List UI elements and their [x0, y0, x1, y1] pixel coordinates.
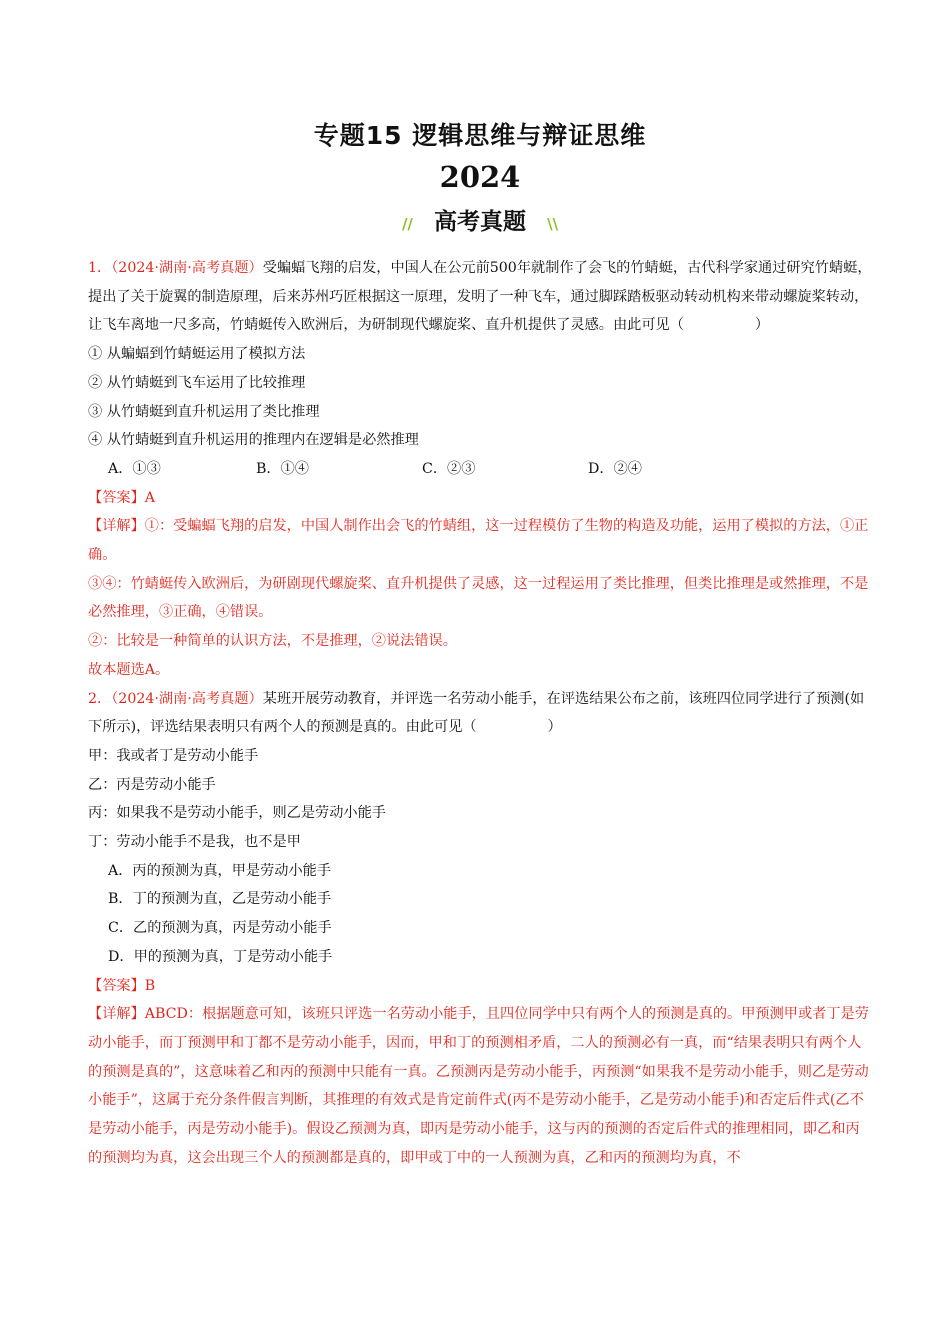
document-body: [88, 254, 872, 1173]
option-b: B．丁的预测为直，乙是劳动小能手: [108, 891, 332, 908]
question-1-item: ① 从蝙蝠到竹蜻蜓运用了模拟方法: [88, 346, 306, 363]
option-d: D．②④: [588, 460, 642, 477]
option-a: A．①③: [108, 460, 161, 477]
page-title: 专题15 逻辑思维与辩证思维: [313, 121, 647, 150]
question-1-conclusion: 故本题选A。: [88, 661, 170, 678]
question-1-analysis: ③④：竹蜻蜓传入欧洲后，为研剧现代螺旋桨、直升机提供了灵感，这一过程运用了类比推理，但类比推理是或然推理，不是必然推理，③正确，④错误。: [88, 575, 869, 621]
question-1-options: [88, 455, 872, 484]
section-badge: [420, 203, 540, 236]
question-2-item: 乙：丙是劳动小能手: [88, 776, 216, 793]
option-b: B．①④: [256, 460, 309, 477]
year-heading: 2024: [434, 160, 527, 194]
question-1-item: ③ 从竹蜻蜓到直升机运用了类比推理: [88, 403, 320, 420]
slash-decoration-left: //: [401, 215, 413, 233]
option-c: C．乙的预测为真，丙是劳动小能手: [108, 920, 332, 937]
question-1-stem: 1．（2024·湖南·高考真题）受蝙蝠飞翔的启发，中国人在公元前500年就制作了会飞的竹蜻蜓，古代科学家通过研究竹蜻蜓，提出了关于旋翼的制造原理，后来苏州巧匠根据这一原理，发明了一种飞车，通过脚踩踏板驱动转动机构来带动螺旋桨转动，让飞车离地一尺多高，竹蜻蜓传入欧洲后，为研制现代螺旋桨、直升机提供了灵感。由此可见（ ）: [88, 260, 872, 334]
question-2-answer: 【答案】B: [88, 977, 156, 994]
question-1-item: ② 从竹蜻蜓到飞车运用了比较推理: [88, 374, 306, 391]
question-2-item: 丙：如果我不是劳动小能手，则乙是劳动小能手: [88, 805, 386, 822]
question-2-item: 丁：劳动小能手不是我，也不是甲: [88, 834, 301, 851]
option-d: D．甲的预测为真，丁是劳动小能手: [108, 948, 333, 965]
option-c: C．②③: [422, 460, 476, 477]
option-a: A．丙的预测为真，甲是劳动小能手: [108, 862, 332, 879]
slash-decoration-right: \\: [547, 215, 559, 233]
question-2-stem: 2．（2024·湖南·高考真题）某班开展劳动教育，并评选一名劳动小能手，在评选结果公布之前，该班四位同学进行了预测(如下所示)，评选结果表明只有两个人的预测是真的。由此可见（ ）: [88, 690, 865, 736]
question-1-analysis: 【详解】①：受蝙蝠飞翔的启发，中国人制作出会飞的竹蜻组，这一过程模仿了生物的构造及功能，运用了模拟的方法，①正确。: [88, 518, 869, 564]
badge-label: 高考真题: [434, 209, 526, 235]
question-1-source: 1．（2024·湖南·高考真题）: [88, 260, 263, 276]
question-2-item: 甲：我或者丁是劳动小能手: [88, 747, 259, 764]
question-2-source: 2．（2024·湖南·高考真题）: [88, 690, 263, 707]
question-1-analysis: ②：比较是一种简单的认识方法，不是推理，②说法错误。: [88, 633, 457, 650]
question-1-item: ④ 从竹蜻蜓到直升机运用的推理内在逻辑是必然推理: [88, 432, 419, 449]
question-1-answer: 【答案】A: [88, 489, 155, 506]
question-2-analysis: 【详解】ABCD：根据题意可知，该班只评选一名劳动小能手，且四位同学中只有两个人的预测是真的。甲预测甲或者丁是劳动小能手，而丁预测甲和丁都不是劳动小能手，因而，甲和丁的预测相矛盾，二人的预测必有一真，而“结果表明只有两个人的预测是真的”，这意味着乙和丙的预测中只能有一真。乙预测丙是劳动小能手，丙预测“如果我不是劳动小能手，则乙是劳动小能手”，这属于充分条件假言判断，其推理的有效式是肯定前件式(丙不是劳动小能手，乙是劳动小能手)和否定后件式(乙不是劳动小能手，丙是劳动小能手)。假设乙预测为真，即丙是劳动小能手，这与丙的预测的否定后件式的推理相同，即乙和丙的预测均为真，这会出现三个人的预测都是真的，即甲或丁中的一人预测为真，乙和丙的预测均为真，不: [88, 1006, 869, 1166]
